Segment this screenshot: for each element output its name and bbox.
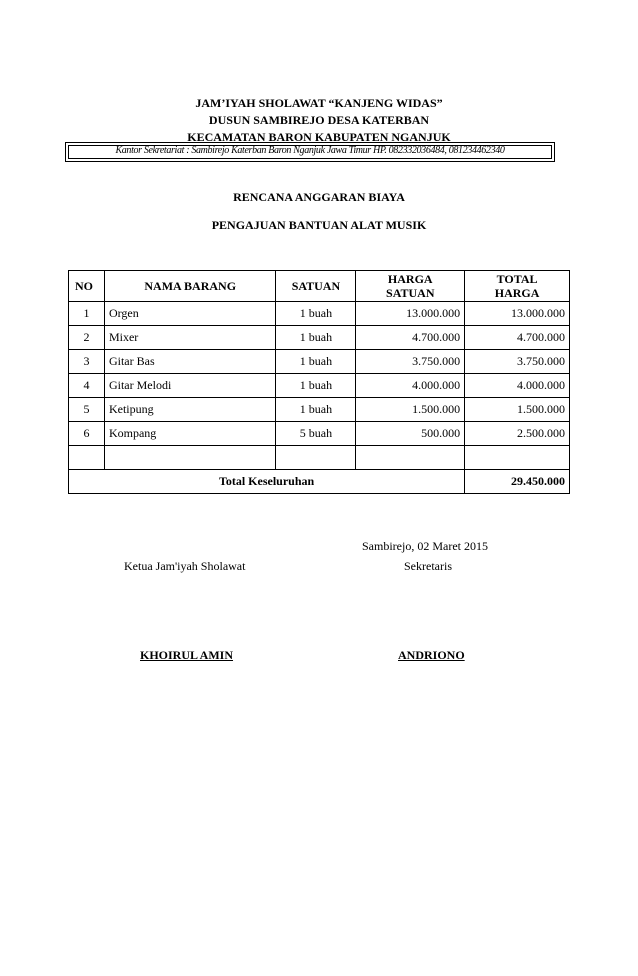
right-signatory-name: ANDRIONO — [398, 648, 465, 662]
table-row — [69, 302, 570, 326]
cell-empty — [356, 446, 465, 470]
cell-no: 2 — [69, 326, 105, 350]
col-header-total-line2: HARGA — [494, 286, 540, 300]
cell-no: 4 — [69, 374, 105, 398]
cell-harga: 4.000.000 — [356, 374, 465, 398]
right-signatory-role: Sekretaris — [404, 559, 452, 573]
left-signatory-role: Ketua Jam'iyah Sholawat — [124, 559, 246, 573]
table-total-row — [69, 470, 570, 494]
col-header-harga-line1: HARGA — [387, 272, 433, 286]
cell-harga: 1.500.000 — [356, 398, 465, 422]
cell-satuan: 1 buah — [276, 302, 356, 326]
col-header-harga-satuan — [356, 271, 465, 302]
cell-satuan: 5 buah — [276, 422, 356, 446]
cell-satuan: 1 buah — [276, 374, 356, 398]
cell-nama: Gitar Melodi — [104, 374, 276, 398]
cell-total: 1.500.000 — [465, 398, 570, 422]
cell-total: 4.000.000 — [465, 374, 570, 398]
col-header-no: NO — [69, 271, 105, 302]
col-header-total-harga — [465, 271, 570, 302]
cell-total: 13.000.000 — [465, 302, 570, 326]
cell-no: 3 — [69, 350, 105, 374]
cell-no: 6 — [69, 422, 105, 446]
cell-harga: 4.700.000 — [356, 326, 465, 350]
org-name: JAM’IYAH SHOLAWAT “KANJENG WIDAS” — [195, 96, 443, 110]
cell-no: 5 — [69, 398, 105, 422]
cell-harga: 3.750.000 — [356, 350, 465, 374]
table-row — [69, 422, 570, 446]
cell-nama: Ketipung — [104, 398, 276, 422]
cell-empty — [465, 446, 570, 470]
cell-nama: Orgen — [104, 302, 276, 326]
total-value: 29.450.000 — [465, 470, 570, 494]
table-row — [69, 398, 570, 422]
address-box — [68, 145, 552, 159]
table-header-row — [69, 271, 570, 302]
cell-empty — [276, 446, 356, 470]
col-header-harga-line2: SATUAN — [386, 286, 435, 300]
total-label: Total Keseluruhan — [69, 470, 465, 494]
col-header-satuan: SATUAN — [276, 271, 356, 302]
budget-table — [68, 270, 570, 494]
table-row-empty — [69, 446, 570, 470]
doc-title: RENCANA ANGGARAN BIAYA — [233, 190, 405, 204]
cell-total: 2.500.000 — [465, 422, 570, 446]
org-kecamatan: KECAMATAN BARON KABUPATEN NGANJUK — [187, 130, 451, 144]
cell-nama: Kompang — [104, 422, 276, 446]
col-header-nama-barang: NAMA BARANG — [104, 271, 276, 302]
table-row — [69, 326, 570, 350]
table-row — [69, 350, 570, 374]
cell-satuan: 1 buah — [276, 350, 356, 374]
cell-nama: Gitar Bas — [104, 350, 276, 374]
cell-satuan: 1 buah — [276, 398, 356, 422]
cell-empty — [69, 446, 105, 470]
cell-harga: 13.000.000 — [356, 302, 465, 326]
left-signatory-name: KHOIRUL AMIN — [140, 648, 234, 662]
cell-nama: Mixer — [104, 326, 276, 350]
cell-harga: 500.000 — [356, 422, 465, 446]
org-dusun: DUSUN SAMBIREJO DESA KATERBAN — [208, 113, 430, 127]
place-date: Sambirejo, 02 Maret 2015 — [362, 539, 488, 553]
cell-empty — [104, 446, 276, 470]
office-address: Kantor Sekretariat : Sambirejo Katerban Baron Nganjuk Jawa Timur HP. 082332036484, 081234462340 — [115, 145, 505, 156]
cell-satuan: 1 buah — [276, 326, 356, 350]
cell-total: 4.700.000 — [465, 326, 570, 350]
cell-no: 1 — [69, 302, 105, 326]
table-row — [69, 374, 570, 398]
doc-subtitle: PENGAJUAN BANTUAN ALAT MUSIK — [211, 218, 427, 232]
cell-total: 3.750.000 — [465, 350, 570, 374]
col-header-total-line1: TOTAL — [496, 272, 538, 286]
